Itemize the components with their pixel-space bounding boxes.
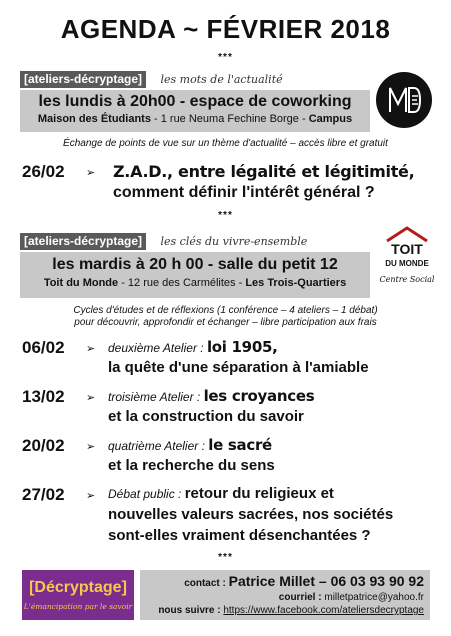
contact-line: [184, 573, 424, 591]
toit-logo-centre: Centre Social: [379, 275, 435, 284]
email-link[interactable]: milletpatrice@yahoo.fr: [324, 592, 424, 603]
section2-header: [20, 232, 370, 250]
event-header: [108, 436, 272, 455]
section1-band: [20, 90, 370, 132]
event-subtitle: et la construction du savoir: [108, 408, 304, 425]
toit-logo-monde: DU MONDE: [385, 259, 429, 268]
decryptage-logo-tagline: L'émancipation par le savoir: [23, 602, 133, 611]
section2-address: [20, 277, 370, 289]
section2-tag: [ateliers-décryptage]: [20, 233, 146, 250]
event-date: 13/02: [22, 387, 65, 406]
event-type: Débat public :: [108, 487, 185, 501]
contact-box: [140, 570, 430, 620]
section2-note-2: pour découvrir, approfondir et échanger – libre participation aux frais: [74, 317, 377, 328]
event-date: 27/02: [22, 485, 65, 504]
section1-place-name: Maison des Étudiants: [37, 113, 151, 125]
follow-label: nous suivre :: [158, 605, 224, 616]
event-topic-line2: comment définir l'intérêt général ?: [113, 184, 375, 201]
section2-district: Les Trois-Quartiers: [245, 277, 347, 289]
separator-stars: ***: [218, 210, 233, 221]
page-title: AGENDA ~ FÉVRIER 2018: [60, 14, 391, 44]
separator-stars: ***: [218, 52, 233, 63]
event-subtitle-line3: sont-elles vraiment désenchantées ?: [108, 527, 371, 544]
section1-schedule: les lundis à 20h00 - espace de coworking: [38, 93, 352, 110]
toit-du-monde-logo: [378, 226, 436, 296]
section2-street: - 12 rue des Carmélites -: [118, 277, 246, 289]
event-topic: le sacré: [208, 436, 272, 454]
section1-tag: [ateliers-décryptage]: [20, 71, 146, 88]
event-subtitle: la quête d'une séparation à l'amiable: [108, 359, 369, 376]
section1-district: Campus: [308, 113, 353, 125]
arrow-icon: ➢: [86, 343, 96, 355]
event-type: quatrième Atelier :: [108, 439, 209, 453]
section1-header: [20, 70, 370, 88]
section1-address: [20, 113, 370, 125]
section2-schedule: les mardis à 20 h 00 - salle du petit 12: [52, 256, 338, 273]
decryptage-logo: [22, 570, 134, 620]
event-header: [108, 338, 278, 357]
event-date: 20/02: [22, 436, 65, 455]
email-label: courriel :: [278, 592, 325, 603]
section1-street: - 1 rue Neuma Fechine Borge -: [150, 113, 309, 125]
contact-label: contact :: [184, 578, 229, 589]
follow-line: [158, 605, 424, 616]
arrow-icon: ➢: [86, 490, 96, 502]
toit-logo-word: TOIT: [391, 241, 423, 257]
mde-logo-icon: [382, 78, 426, 122]
event-topic: retour du religieux et: [184, 485, 334, 502]
mde-logo: [376, 72, 432, 128]
separator-stars: ***: [218, 552, 233, 563]
section1-note: Échange de points de vue sur un thème d'actualité – accès libre et gratuit: [63, 138, 388, 149]
roof-icon: [385, 226, 429, 242]
event-type: deuxième Atelier :: [108, 341, 207, 355]
section2-note-1: Cycles d'études et de réflexions (1 conférence – 4 ateliers – 1 débat): [73, 305, 378, 316]
event-type: troisième Atelier :: [108, 390, 204, 404]
event-subtitle: nouvelles valeurs sacrées, nos sociétés: [108, 506, 394, 523]
contact-value: Patrice Millet – 06 03 93 90 92: [228, 573, 424, 589]
arrow-icon: ➢: [86, 392, 96, 404]
event-header: [108, 485, 334, 503]
decryptage-logo-title: [Décryptage]: [29, 579, 127, 596]
section2-band: [20, 252, 370, 298]
facebook-link[interactable]: https://www.facebook.com/ateliersdecryptage: [223, 605, 424, 616]
event-topic: les croyances: [203, 387, 315, 405]
event-header: [108, 387, 314, 406]
arrow-icon: ➢: [86, 167, 96, 179]
event-topic: loi 1905,: [206, 338, 278, 356]
section2-place-name: Toit du Monde: [43, 277, 119, 289]
arrow-icon: ➢: [86, 441, 96, 453]
event-date: 06/02: [22, 338, 65, 357]
event-topic: Z.A.D., entre légalité et légitimité,: [113, 162, 415, 181]
event-subtitle: et la recherche du sens: [108, 457, 275, 474]
section1-subtitle: les mots de l'actualité: [160, 73, 283, 86]
event-date: 26/02: [22, 162, 65, 181]
email-line: [279, 592, 424, 603]
section2-subtitle: les clés du vivre-ensemble: [160, 235, 308, 248]
